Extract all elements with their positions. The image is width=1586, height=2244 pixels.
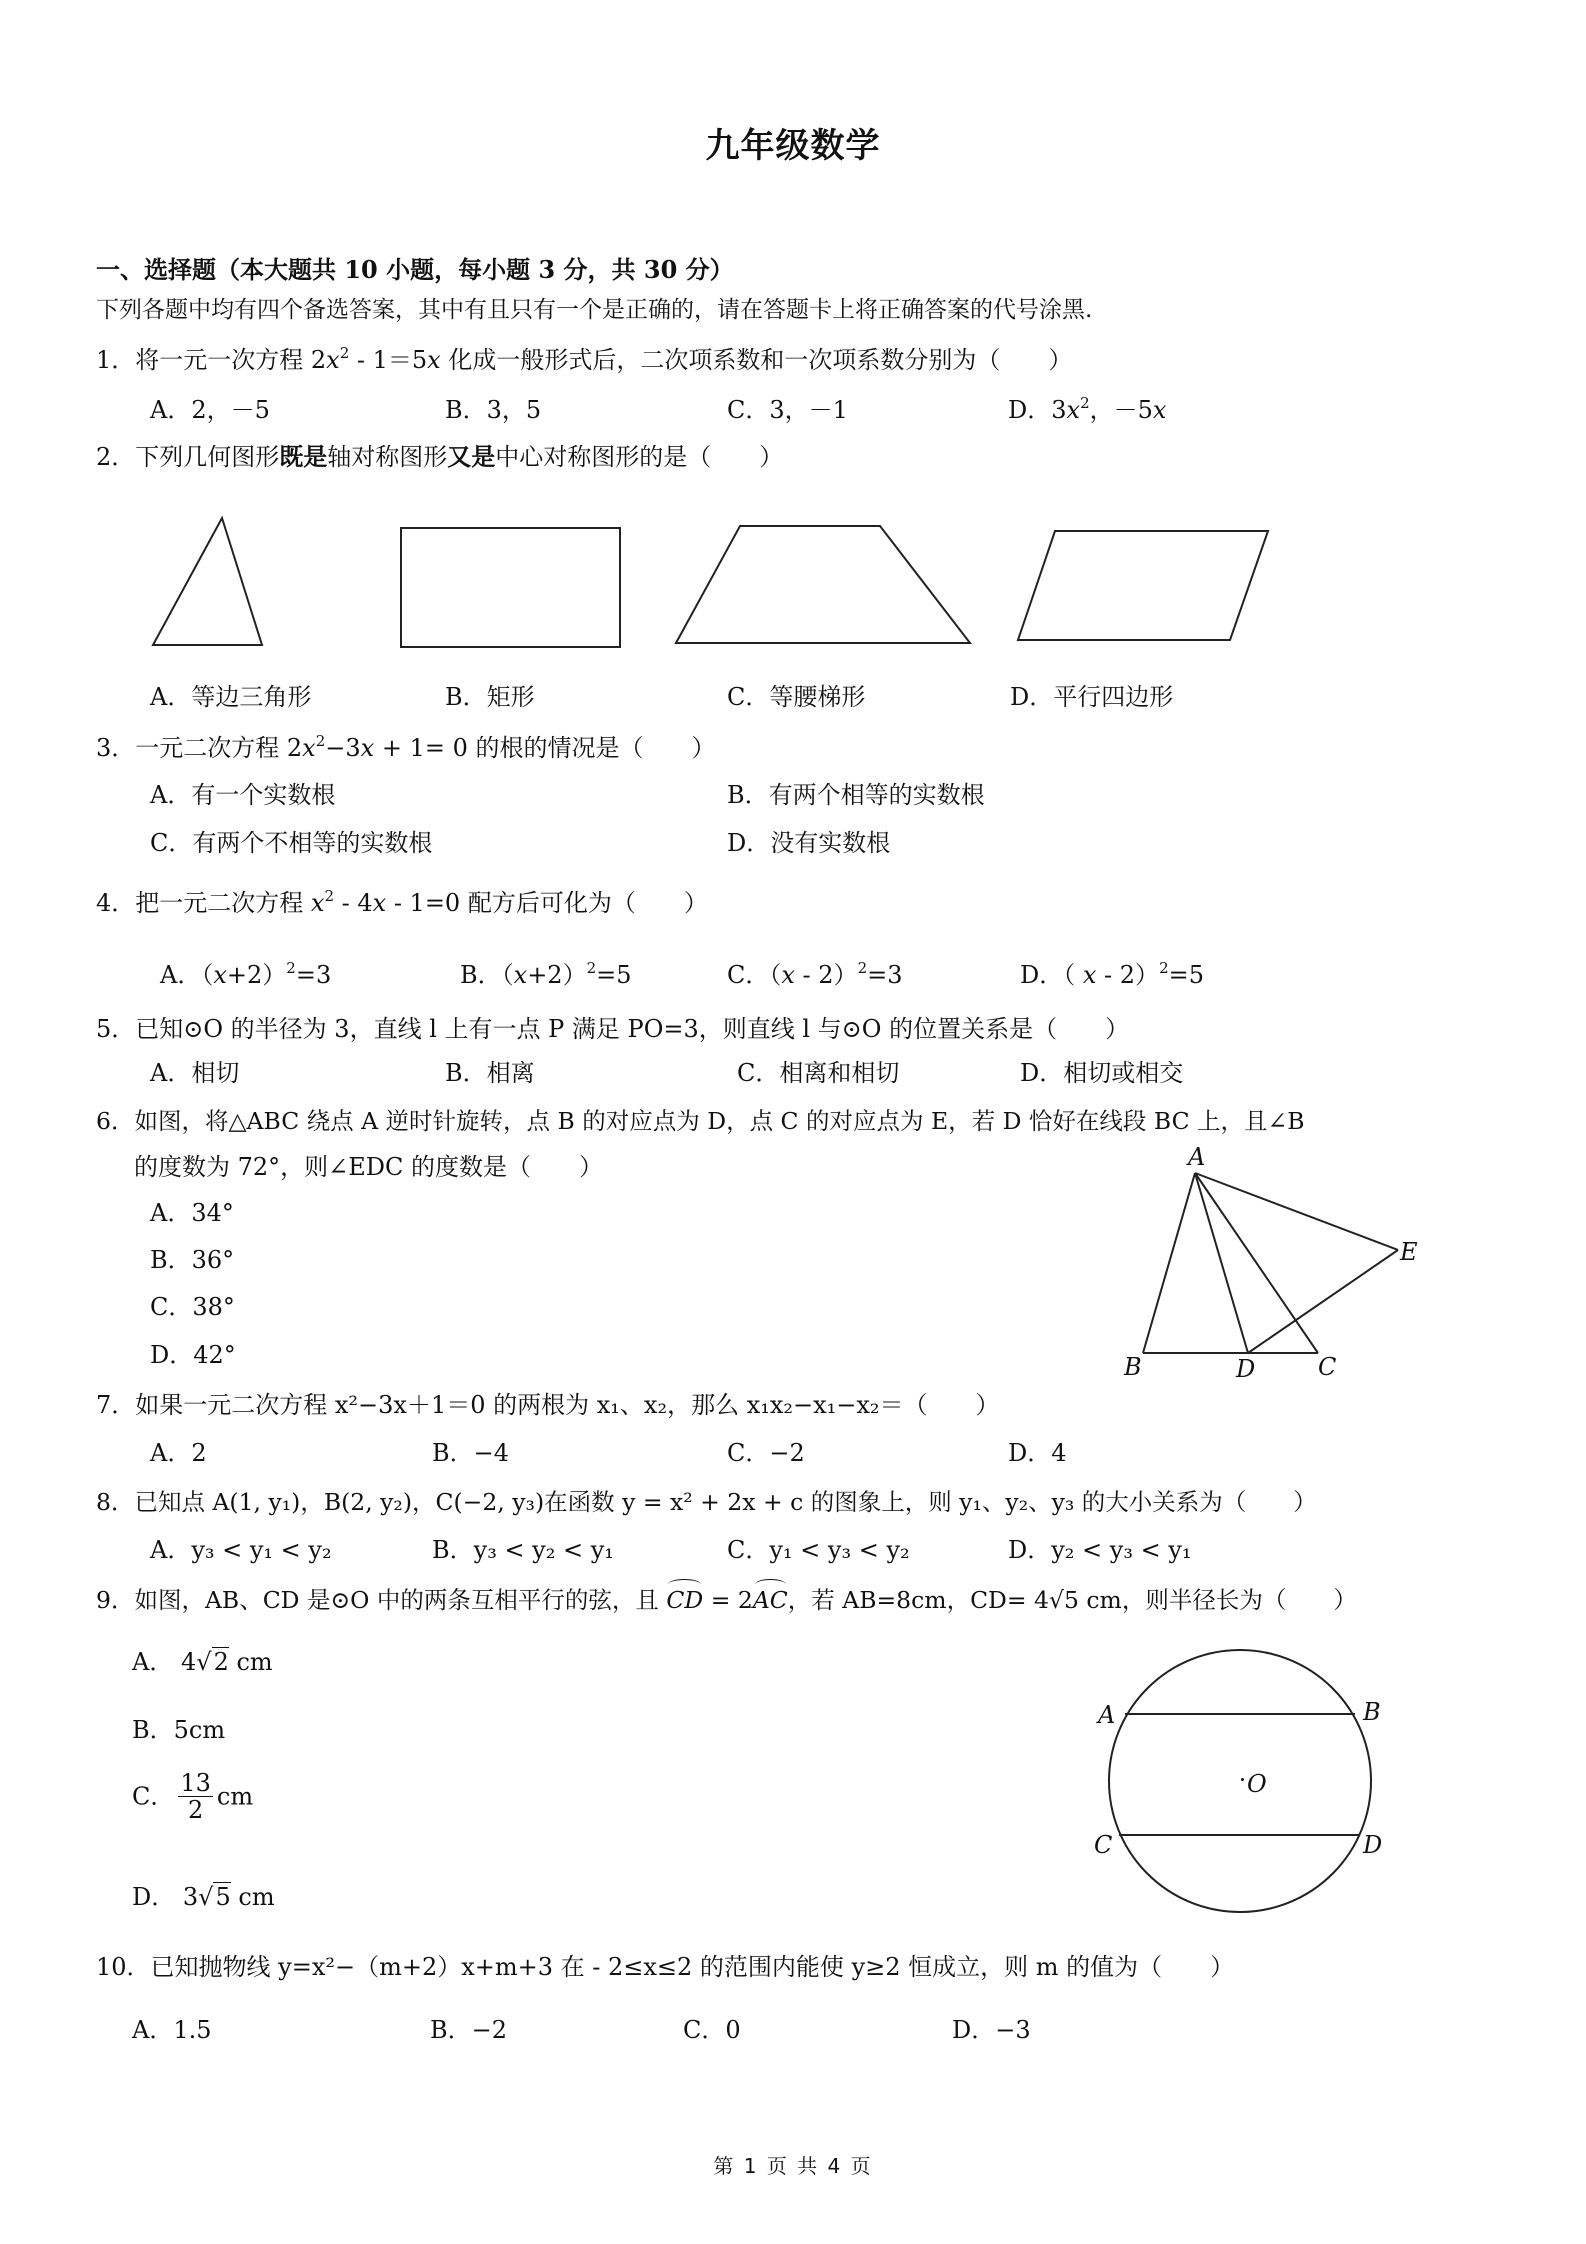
q2-bold-1: 既是 [279,442,328,471]
q4-c-exp: 2 [857,959,868,977]
q3-option-c[interactable]: C．有两个不相等的实数根 [150,829,433,857]
page-title: 九年级数学 [705,126,881,166]
q9-a-coef: 4 [180,1648,197,1676]
segment-de [1248,1250,1398,1353]
q10-option-a[interactable]: A．1.5 [132,2016,212,2044]
q9-a-label: A． [132,1648,174,1676]
q1-option-a[interactable]: A．2，－5 [150,396,270,424]
q9-d-unit: cm [230,1883,275,1911]
question-6-line-2: 的度数为 72°，则∠EDC 的度数是（ ） [134,1153,604,1181]
q10-option-c[interactable]: C．0 [683,2016,741,2044]
q9-circle-figure [1080,1640,1430,1940]
q9-d-label: D． [132,1883,176,1911]
q3-text-pre: 3．一元二次方程 2 [96,734,303,762]
q2-option-d[interactable]: D．平行四边形 [1010,683,1174,711]
q4-text-pre: 4．把一元二次方程 [96,889,311,917]
q3-text-post: + 1= 0 的根的情况是（ ） [374,734,716,762]
label-e: E [1400,1238,1418,1266]
segment-ad [1195,1173,1248,1353]
label-d: D [1236,1355,1256,1383]
label-c: C [1094,1831,1113,1859]
q9-d-coef: 3 [182,1883,199,1911]
q9-c-numerator: 13 [180,1769,211,1797]
question-10: 10．已知抛物线 y=x²−（m+2）x+m+3 在 - 2≤x≤2 的范围内能使 y≥2 恒成立，则 m 的值为（ ） [96,1953,1235,1981]
q4-d-exp: 2 [1159,959,1169,977]
q4-a-var: x [213,961,227,989]
label-a: A [1098,1701,1116,1729]
q1-d-mid: ，－5 [1089,396,1153,424]
q4-var: x [310,889,325,917]
q8-option-c[interactable]: C．y₁ < y₃ < y₂ [727,1536,910,1564]
q9-arc-cd: CD [666,1586,704,1614]
q4-d-rest: - 2） [1096,961,1160,989]
segment-ab [1143,1173,1195,1353]
q8-option-d[interactable]: D．y₂ < y₃ < y₁ [1008,1536,1192,1564]
q4-option-a[interactable] [160,960,331,990]
q3-exp: 2 [315,732,326,750]
q1-d-pre: D．3 [1008,396,1067,424]
rectangle-shape [401,528,620,647]
question-9 [96,1585,1357,1615]
q4-c-rest: - 2） [794,961,858,989]
question-8: 8．已知点 A(1, y₁)，B(2, y₂)，C(−2, y₃)在函数 y = x² + 2x + c 的图象上，则 y₁、y₂、y₃ 的大小关系为（ ） [96,1488,1317,1516]
question-4 [96,888,708,918]
q4-option-d[interactable] [1020,960,1204,990]
q6-option-c[interactable]: C．38° [150,1293,235,1321]
label-a: A [1188,1143,1206,1171]
q2-option-b[interactable]: B．矩形 [445,683,535,711]
label-o: O [1247,1770,1267,1798]
q2-shapes-figure [0,0,1586,700]
q4-exp: 2 [324,887,334,905]
question-6-line-1: 6．如图，将△ABC 绕点 A 逆时针旋转，点 B 的对应点为 D，点 C 的对应点为 E，若 D 恰好在线段 BC 上，且∠B [96,1107,1305,1135]
q2-text-mid: 轴对称图形 [327,443,448,471]
q3-var2: x [360,734,375,762]
q6-option-b[interactable]: B．36° [150,1246,235,1274]
q2-text-post: 中心对称图形的是（ ） [495,443,784,471]
q2-option-c[interactable]: C．等腰梯形 [727,683,866,711]
q8-option-a[interactable]: A．y₃ < y₁ < y₂ [150,1536,332,1564]
q4-c-label: C．（ [727,961,782,989]
q4-a-tail: =3 [295,961,332,989]
section-instruction: 下列各题中均有四个备选答案，其中有且只有一个是正确的，请在答题卡上将正确答案的代号涂黑. [96,297,1093,323]
q9-c-fraction [178,1770,213,1823]
q9-a-radicand: 2 [213,1648,229,1676]
q9-c-denominator: 2 [188,1796,204,1824]
q4-option-c[interactable] [727,960,903,990]
q6-option-d[interactable]: D．42° [150,1341,236,1369]
q7-option-b[interactable]: B．−4 [432,1439,510,1467]
label-b: B [1363,1698,1381,1726]
q4-a-label: A．（ [160,961,214,989]
q2-text-pre: 2．下列几何图形 [96,443,280,471]
q9-option-d[interactable]: D． 3√5 cm [132,1883,275,1911]
equilateral-triangle-shape [153,518,262,645]
q7-option-c[interactable]: C．−2 [727,1439,805,1467]
q5-option-a[interactable]: A．相切 [150,1059,240,1087]
q9-option-a[interactable]: A． 4√2 cm [132,1648,273,1676]
q6-option-a[interactable]: A．34° [150,1199,234,1227]
q1-d-var2: x [1152,396,1167,424]
q4-b-var: x [513,961,528,989]
q4-a-exp: 2 [286,959,296,977]
q4-text-mid: - 4 [334,889,373,917]
q4-var2: x [372,889,387,917]
q9-text-pre: 9．如图，AB、CD 是⊙O 中的两条互相平行的弦，且 [96,1586,667,1614]
q1-d-var: x [1066,396,1081,424]
label-b: B [1124,1353,1142,1381]
q4-d-label: D．（ [1020,961,1083,989]
label-d: D [1363,1831,1383,1859]
q3-option-b[interactable]: B．有两个相等的实数根 [727,781,985,809]
q4-b-rest: +2） [527,961,587,989]
center-point-dot [1241,1778,1244,1781]
q7-option-a[interactable]: A．2 [150,1439,207,1467]
q9-arc-ac: AC [752,1586,788,1614]
q4-b-tail: =5 [596,961,632,989]
q4-option-b[interactable] [460,960,632,990]
question-5: 5．已知⊙O 的半径为 3，直线 l 上有一点 P 满足 PO=3，则直线 l 与⊙O 的位置关系是（ ） [96,1015,1130,1043]
q9-option-c[interactable] [132,1770,253,1823]
q4-a-rest: +2） [226,961,287,989]
isosceles-trapezoid-shape [676,526,970,643]
q9-a-unit: cm [228,1648,273,1676]
q1-text-pre: 1．将一元一次方程 2 [96,346,327,374]
q1-exp: 2 [339,344,350,362]
q9-option-b[interactable]: B．5cm [132,1716,226,1744]
circle-o [1109,1650,1371,1912]
q3-text-mid: −3 [325,734,361,762]
q10-option-b[interactable]: B．−2 [430,2016,508,2044]
q4-b-label: B．（ [460,961,514,989]
q5-option-c[interactable]: C．相离和相切 [737,1059,900,1087]
question-7: 7．如果一元二次方程 x²−3x＋1＝0 的两根为 x₁、x₂，那么 x₁x₂−x₁−x₂＝（ ） [96,1391,1000,1419]
segment-ac [1195,1173,1318,1353]
parallelogram-shape [1018,531,1268,640]
q9-text-post: ，若 AB=8cm，CD= 4√5 cm，则半径长为（ ） [787,1586,1357,1614]
q3-option-d[interactable]: D．没有实数根 [727,829,891,857]
q9-c-unit: cm [216,1782,254,1811]
q8-option-b[interactable]: B．y₃ < y₂ < y₁ [432,1536,614,1564]
q1-option-c[interactable]: C．3，－1 [727,396,848,424]
q2-bold-2: 又是 [447,442,496,471]
q1-text-mid: - 1＝5 [349,346,428,374]
label-c: C [1318,1353,1337,1381]
question-3 [96,733,715,763]
q1-d-exp: 2 [1080,394,1090,412]
q5-option-b[interactable]: B．相离 [445,1059,535,1087]
q1-var2: x [427,346,441,374]
q4-d-tail: =5 [1168,961,1204,989]
q1-var: x [326,346,340,374]
segment-ae [1195,1173,1398,1250]
q9-c-label: C． [132,1782,175,1811]
q2-option-a[interactable]: A．等边三角形 [150,683,312,711]
q6-rotation-figure [1100,1143,1450,1390]
q10-option-d[interactable]: D．−3 [952,2016,1031,2044]
q3-var: x [302,734,316,762]
q4-c-tail: =3 [867,961,903,989]
page-footer: 第 1 页 共 4 页 [713,2154,873,2178]
q3-option-a[interactable]: A．有一个实数根 [150,781,336,809]
q4-b-exp: 2 [586,959,597,977]
q1-text-post: 化成一般形式后，二次项系数和一次项系数分别为（ ） [440,346,1073,374]
section-heading: 一、选择题（本大题共 10 小题，每小题 3 分，共 30 分） [96,255,734,284]
q4-d-var: x [1082,961,1097,989]
q7-option-d[interactable]: D．4 [1008,1439,1067,1467]
q4-text-post: - 1=0 配方后可化为（ ） [386,889,708,917]
q9-d-radicand: 5 [215,1883,231,1911]
q1-option-b[interactable]: B．3，5 [445,396,542,424]
q4-c-var: x [781,961,795,989]
q9-text-eq: = 2 [703,1586,753,1614]
q5-option-d[interactable]: D．相切或相交 [1020,1059,1184,1087]
